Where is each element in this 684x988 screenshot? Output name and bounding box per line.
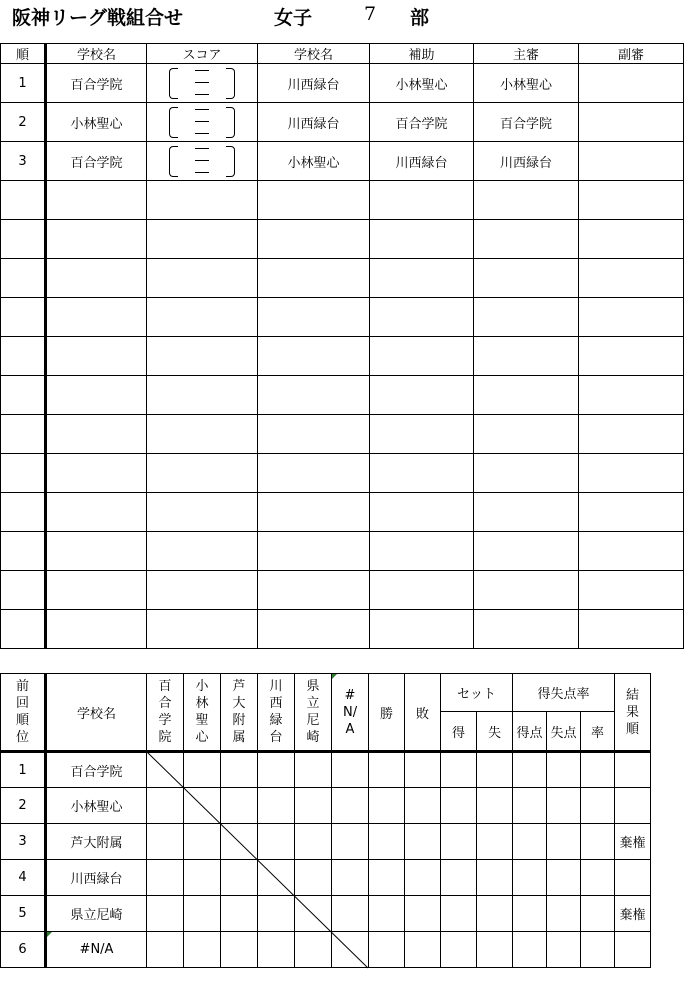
- standings-result: 棄権: [615, 896, 651, 932]
- standings-school: #N/A: [46, 932, 147, 968]
- empty-row: [1, 610, 684, 649]
- match-row: [1, 64, 684, 103]
- standings-school: 川西緑台: [46, 860, 147, 896]
- match-referee: 小林聖心: [474, 64, 579, 103]
- match-assist: 百合学院: [370, 103, 474, 142]
- empty-row: [1, 532, 684, 571]
- header-pts-against: 失点: [547, 712, 581, 752]
- match-assist: 川西緑台: [370, 142, 474, 181]
- empty-row: [1, 337, 684, 376]
- standings-rank: 2: [1, 788, 46, 824]
- header-opp-3: 川西緑台: [258, 674, 295, 752]
- standings-rank: 3: [1, 824, 46, 860]
- standings-school: 芦大附属: [46, 824, 147, 860]
- division-label: 女子: [274, 7, 313, 29]
- match-schedule-table: [0, 43, 684, 649]
- header-prev-rank: [1, 674, 46, 752]
- header-set: セット: [441, 674, 513, 712]
- match-sub-referee: [579, 142, 684, 181]
- standings-school: 百合学院: [46, 752, 147, 788]
- match-order: 1: [1, 64, 46, 103]
- match-row: [1, 103, 684, 142]
- error-marker-icon: [332, 674, 337, 679]
- division-unit: 部: [410, 7, 430, 29]
- standings-result: 棄権: [615, 824, 651, 860]
- empty-row: [1, 220, 684, 259]
- standings-row: [1, 788, 651, 824]
- header-opp-2: 芦大附属: [221, 674, 258, 752]
- header-sub-referee: 副審: [579, 44, 684, 64]
- match-team-a: 小林聖心: [46, 103, 147, 142]
- header-opp-5: #N/A: [332, 674, 369, 752]
- header-result: 結果順: [615, 674, 651, 752]
- header-school-a: 学校名: [46, 44, 147, 64]
- standings-rank: 4: [1, 860, 46, 896]
- match-score: [147, 142, 258, 181]
- empty-row: [1, 493, 684, 532]
- empty-row: [1, 454, 684, 493]
- header-opp-0: 百合学院: [147, 674, 184, 752]
- header-pts-for: 得点: [513, 712, 547, 752]
- header-prev-rank-text: 前回順位: [15, 679, 29, 745]
- standings-rank: 1: [1, 752, 46, 788]
- header-ratio: 率: [581, 712, 615, 752]
- match-team-b: 川西緑台: [258, 64, 370, 103]
- match-row: [1, 142, 684, 181]
- standings-rank: 6: [1, 932, 46, 968]
- match-order: 2: [1, 103, 46, 142]
- standings-row: [1, 824, 651, 860]
- empty-row: [1, 571, 684, 610]
- match-score: [147, 64, 258, 103]
- header-order: 順: [1, 44, 46, 64]
- match-sub-referee: [579, 103, 684, 142]
- header-score: スコア: [147, 44, 258, 64]
- standings-rank: 5: [1, 896, 46, 932]
- league-title: 阪神リーグ戦組合せ: [12, 7, 184, 29]
- standings-row: [1, 752, 651, 788]
- match-referee: 川西緑台: [474, 142, 579, 181]
- match-sub-referee: [579, 64, 684, 103]
- header-referee: 主審: [474, 44, 579, 64]
- empty-row: [1, 181, 684, 220]
- header-set-won: 得: [441, 712, 477, 752]
- match-referee: 百合学院: [474, 103, 579, 142]
- header-set-lost: 失: [477, 712, 513, 752]
- standings-school: 小林聖心: [46, 788, 147, 824]
- header-school-b: 学校名: [258, 44, 370, 64]
- standings-result: [615, 860, 651, 896]
- empty-row: [1, 415, 684, 454]
- header-opp-4: 県立尼崎: [295, 674, 332, 752]
- standings-row: [1, 860, 651, 896]
- standings-row: [1, 896, 651, 932]
- standings-result: [615, 752, 651, 788]
- standings-result: [615, 788, 651, 824]
- schedule-header-row: [1, 44, 684, 64]
- match-assist: 小林聖心: [370, 64, 474, 103]
- division-number: 7: [364, 3, 377, 25]
- match-team-a: 百合学院: [46, 142, 147, 181]
- match-order: 3: [1, 142, 46, 181]
- empty-row: [1, 376, 684, 415]
- header-win: 勝: [369, 674, 405, 752]
- empty-row: [1, 298, 684, 337]
- standings-row: [1, 932, 651, 968]
- standings-table: [0, 673, 651, 968]
- header-ratio-group: 得失点率: [513, 674, 615, 712]
- match-score: [147, 103, 258, 142]
- header-assist: 補助: [370, 44, 474, 64]
- standings-school: 県立尼崎: [46, 896, 147, 932]
- header-opp-1: 小林聖心: [184, 674, 221, 752]
- match-team-b: 小林聖心: [258, 142, 370, 181]
- header-loss: 敗: [405, 674, 441, 752]
- match-team-b: 川西緑台: [258, 103, 370, 142]
- empty-row: [1, 259, 684, 298]
- match-team-a: 百合学院: [46, 64, 147, 103]
- header-standings-school: 学校名: [46, 674, 147, 752]
- standings-result: [615, 932, 651, 968]
